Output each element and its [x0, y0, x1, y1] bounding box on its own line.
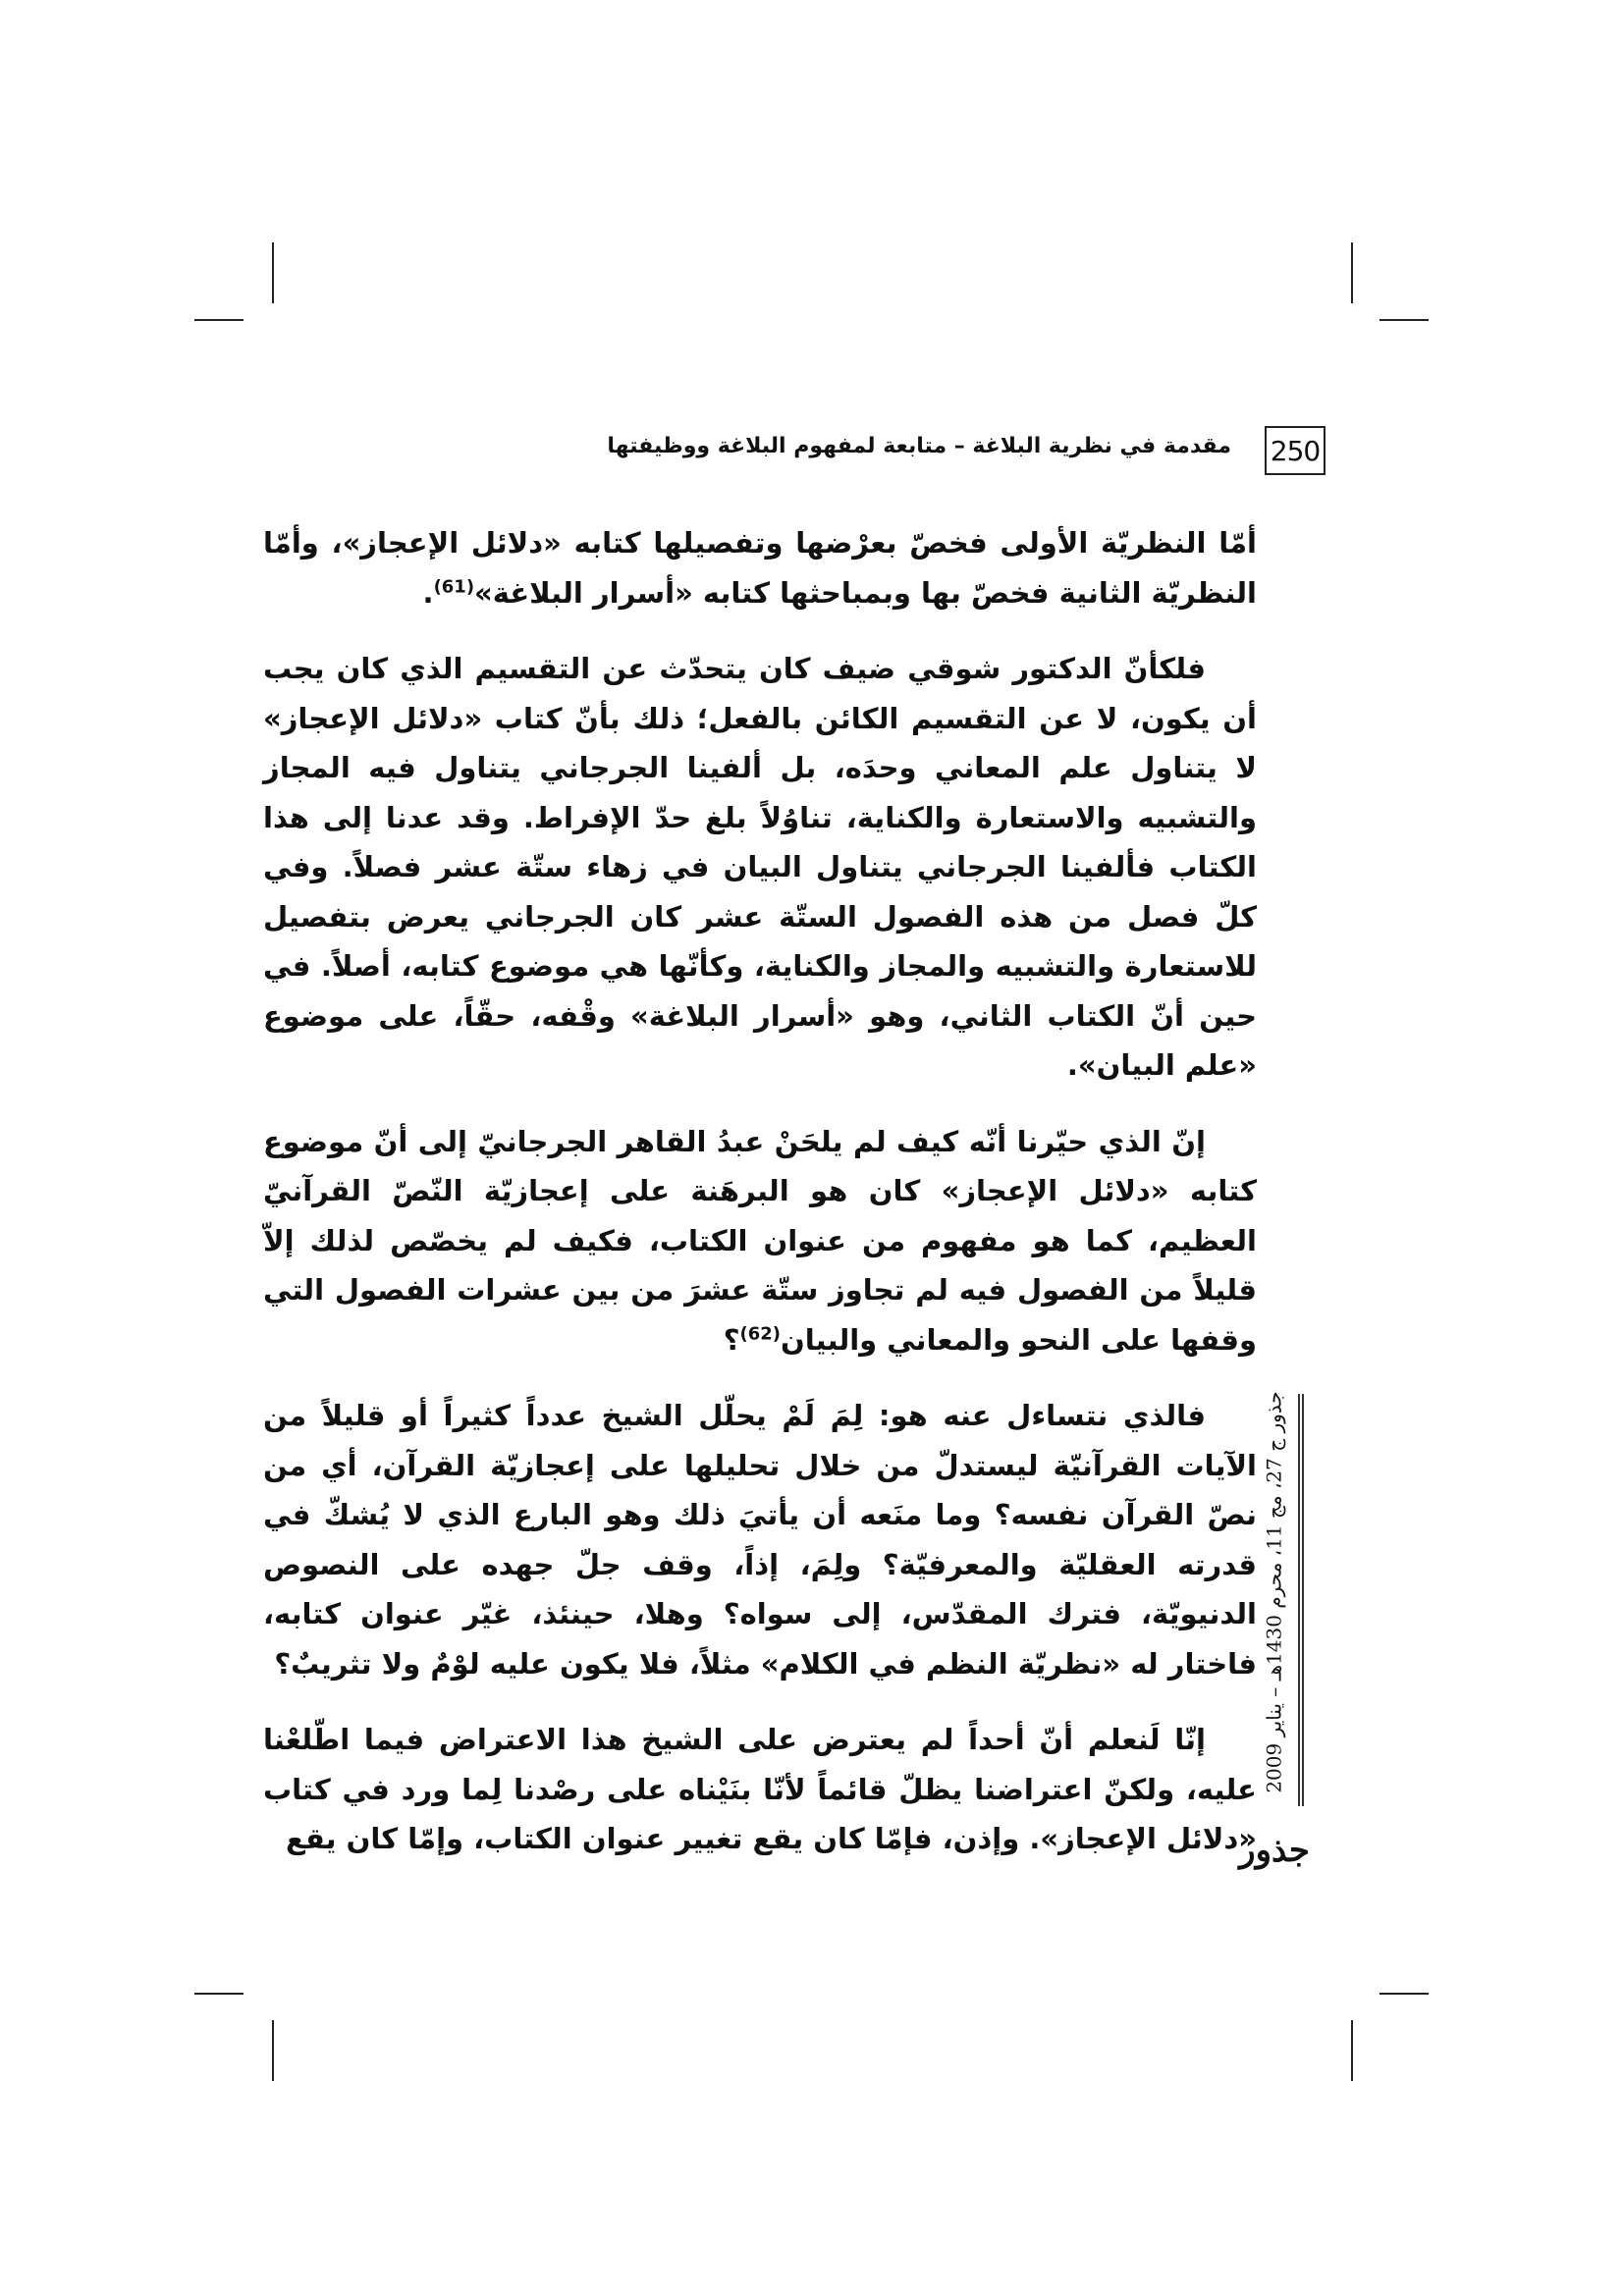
- paragraph-1: [263, 518, 1257, 617]
- page-header: [324, 424, 1325, 483]
- issue-info-vertical: [1255, 1386, 1294, 1798]
- paragraph-3: [263, 1117, 1257, 1365]
- footnote-ref-62: (62): [739, 1322, 781, 1344]
- crop-mark-bottom-left-horizontal: [194, 1993, 243, 1995]
- paragraph-1-text: أمّا النظريّة الأولى فخصّ بعرْضها وتفصيلها كتابه «دلائل الإعجاز»، وأمّا النظريّة الثانية فخصّ بها وبمباحثها كتابه «أسرار البلاغة»: [263, 526, 1257, 610]
- crop-mark-top-right-horizontal: [1380, 319, 1429, 321]
- crop-mark-bottom-right-vertical: [1351, 2020, 1353, 2081]
- page-number: 250: [1270, 434, 1321, 467]
- paragraph-1-end: .: [422, 575, 434, 610]
- paragraph-4: فالذي نتساءل عنه هو: لِمَ لَمْ يحلّل الشيخ عدداً كثيراً أو قليلاً من الآيات القرآنيّة ليستدلّ من خلال تحليلها على إعجازيّة القرآن، أي من نصّ القرآن نفسه؟ وما منَعه أن يأتيَ ذلك وهو البارع الذي لا يُشكّ في قدرته العقليّة والمعرفيّة؟ ولِمَ، إذاً، وقف جلّ جهده على النصوص الدنيويّة، فترك المقدّس، إلى سواه؟ وهلا، حينئذ، غيّر عنوان كتابه، فاختار له «نظريّة النظم في الكلام» مثلاً، فلا يكون عليه لوْمٌ ولا تثريبٌ؟: [263, 1399, 1257, 1681]
- crop-mark-top-right-vertical: [1351, 242, 1353, 303]
- crop-mark-top-left-horizontal: [194, 319, 243, 321]
- paragraph-3-end: ؟: [723, 1322, 740, 1357]
- crop-mark-top-left-vertical: [272, 242, 274, 303]
- running-title: مقدمة في نظرية البلاغة – متابعة لمفهوم البلاغة ووظيفتها: [607, 434, 1231, 458]
- paragraph-2: فلكأنّ الدكتور شوقي ضيف كان يتحدّث عن التقسيم الذي كان يجب أن يكون، لا عن التقسيم الكائن بالفعل؛ ذلك بأنّ كتاب «دلائل الإعجاز» لا يتناول علم المعاني وحدَه، بل ألفينا الجرجاني يتناول فيه المجاز والتشبيه والاستعارة والكناية، تناوُلاً بلغ حدّ الإفراط. وقد عدنا إلى هذا الكتاب فألفينا الجرجاني يتناول البيان في زهاء ستّة عشر فصلاً. وفي كلّ فصل من هذه الفصول الستّة عشر كان الجرجاني يعرض بتفصيل للاستعارة والتشبيه والمجاز والكناية، وكأنّها هي موضوع كتابه، أصلاً. في حين أنّ الكتاب الثاني، وهو «أسرار البلاغة» وقْفه، حقّاً، على موضوع «علم البيان».: [263, 652, 1257, 1082]
- crop-mark-bottom-right-horizontal: [1380, 1993, 1429, 1995]
- crop-mark-bottom-left-vertical: [272, 2020, 274, 2081]
- journal-logo: جذور: [1239, 1831, 1310, 1870]
- article-body: [263, 518, 1257, 1891]
- side-double-rule: [1298, 1394, 1304, 1806]
- paragraph-3-text: إنّ الذي حيّرنا أنّه كيف لم يلحَنْ عبدُ القاهر الجرجانيّ إلى أنّ موضوع كتابه «دلائل الإعجاز» كان هو البرهَنة على إعجازيّة النّصّ القرآنيّ العظيم، كما هو مفهوم من عنوان الكتاب، فكيف لم يخصّص لذلك إلاّ قليلاً من الفصول فيه لم تجاوز ستّة عشرَ من بين عشرات الفصول التي وقفها على النحو والمعاني والبيان: [263, 1124, 1257, 1357]
- page-number-box: [1265, 426, 1325, 475]
- footnote-ref-61: (61): [433, 575, 475, 597]
- issue-info-text: جذور ج 27، مج 11، محرم 1430هـ – يناير 2009: [1263, 1391, 1287, 1793]
- paragraph-5: إنّا لَنعلم أنّ أحداً لم يعترض على الشيخ هذا الاعتراض فيما اطّلعْنا عليه، ولكنّ اعتراضنا يظلّ قائماً لأنّا بنَيْناه على رصْدنا لِما ورد في كتاب «دلائل الإعجاز». وإذن، فإمّا كان يقع تغيير عنوان الكتاب، وإمّا كان يقع: [263, 1723, 1257, 1855]
